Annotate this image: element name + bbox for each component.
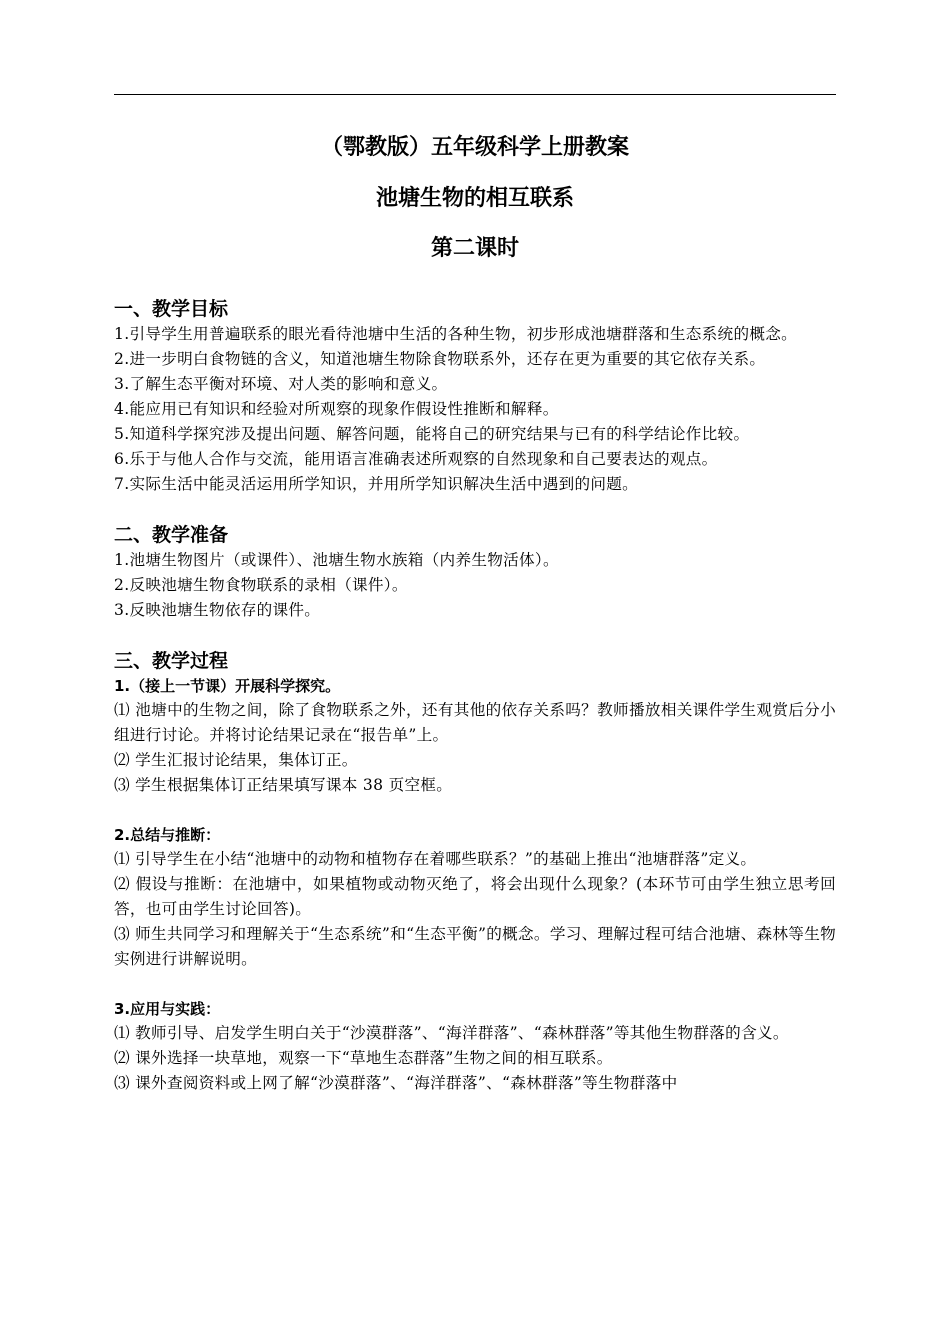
list-item: ⑴ 引导学生在小结“池塘中的动物和植物存在着哪些联系？”的基础上推出“池塘群落”定义。 bbox=[114, 850, 757, 868]
list-item: 5.知道科学探究涉及提出问题、解答问题，能将自己的研究结果与已有的科学结论作比较。 bbox=[114, 425, 750, 443]
step-title: 3.应用与实践： bbox=[114, 1000, 221, 1018]
doc-lesson: 第二课时 bbox=[430, 236, 519, 261]
list-item: ⑴ 池塘中的生物之间，除了食物联系之外，还有其他的依存关系吗？教师播放相关课件学生观赏后分小组进行讨论。并将讨论结果记录在“报告单”上。 bbox=[114, 701, 836, 744]
list-item: ⑵ 学生汇报讨论结果，集体订正。 bbox=[114, 751, 358, 769]
list-item: ⑵ 课外选择一块草地，观察一下“草地生态群落”生物之间的相互联系。 bbox=[114, 1049, 613, 1067]
list-item: 1.池塘生物图片（或课件）、池塘生物水族箱（内养生物活体）。 bbox=[114, 551, 559, 569]
list-item: ⑶ 师生共同学习和理解关于“生态系统”和“生态平衡”的概念。学习、理解过程可结合池塘、森林等生物实例进行讲解说明。 bbox=[114, 925, 836, 968]
section-process bbox=[114, 648, 836, 1096]
section-heading: 三、教学过程 bbox=[114, 650, 229, 672]
section-objectives bbox=[114, 296, 836, 497]
list-item: 3.了解生态平衡对环境、对人类的影响和意义。 bbox=[114, 375, 448, 393]
list-item: ⑵ 假设与推断：在池塘中，如果植物或动物灭绝了，将会出现什么现象？(本环节可由学生独立思考回答，也可由学生讨论回答)。 bbox=[114, 875, 836, 918]
section-heading: 二、教学准备 bbox=[114, 524, 229, 546]
doc-title: （鄂教版）五年级科学上册教案 bbox=[320, 135, 629, 160]
spacer bbox=[114, 972, 836, 997]
section-heading: 一、教学目标 bbox=[114, 298, 229, 320]
doc-subtitle: 池塘生物的相互联系 bbox=[375, 186, 574, 211]
list-item: 4.能应用已有知识和经验对所观察的现象作假设性推断和解释。 bbox=[114, 400, 559, 418]
list-item: ⑴ 教师引导、启发学生明白关于“沙漠群落”、“海洋群落”、“森林群落”等其他生物群落的含义。 bbox=[114, 1024, 789, 1042]
spacer bbox=[114, 497, 836, 522]
list-item: 6.乐于与他人合作与交流，能用语言准确表述所观察的自然现象和自己要表达的观点。 bbox=[114, 450, 718, 468]
document-body bbox=[114, 296, 836, 1096]
spacer bbox=[114, 623, 836, 648]
step-title: 2.总结与推断： bbox=[114, 826, 221, 844]
list-item: ⑶ 学生根据集体订正结果填写课本 38 页空框。 bbox=[114, 776, 453, 794]
step-title: 1.（接上一节课）开展科学探究。 bbox=[114, 677, 341, 695]
header-rule bbox=[114, 94, 836, 95]
list-item: 1.引导学生用普遍联系的眼光看待池塘中生活的各种生物，初步形成池塘群落和生态系统的概念。 bbox=[114, 325, 798, 343]
list-item: ⑶ 课外查阅资料或上网了解“沙漠群落”、“海洋群落”、“森林群落”等生物群落中 bbox=[114, 1074, 678, 1092]
list-item: 2.反映池塘生物食物联系的录相（课件）。 bbox=[114, 576, 408, 594]
list-item: 7.实际生活中能灵活运用所学知识，并用所学知识解决生活中遇到的问题。 bbox=[114, 475, 639, 493]
list-item: 2.进一步明白食物链的含义，知道池塘生物除食物联系外，还存在更为重要的其它依存关系。 bbox=[114, 350, 766, 368]
list-item: 3.反映池塘生物依存的课件。 bbox=[114, 601, 321, 619]
spacer bbox=[114, 798, 836, 823]
section-preparation bbox=[114, 522, 836, 623]
